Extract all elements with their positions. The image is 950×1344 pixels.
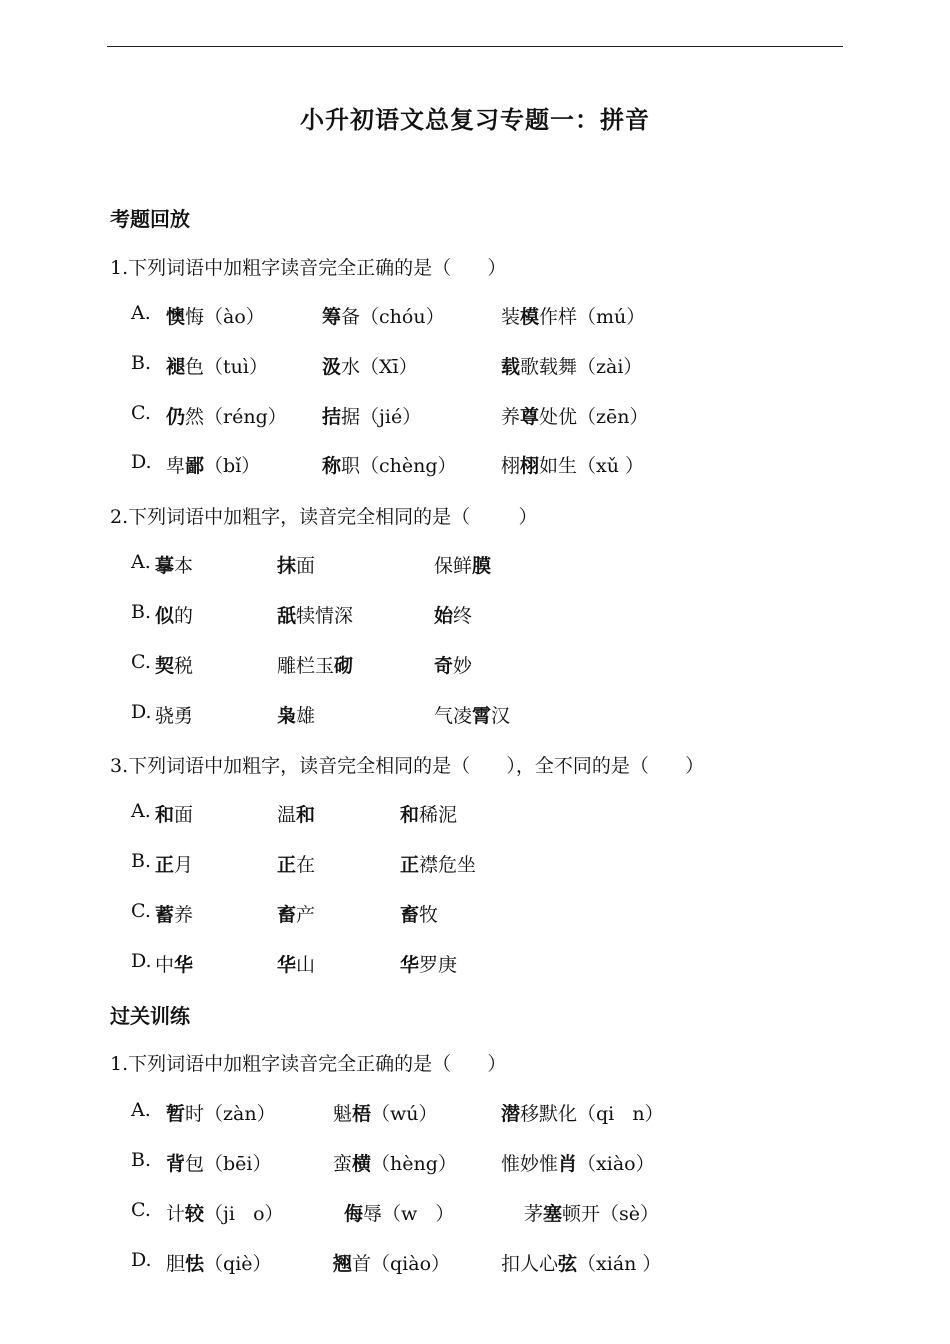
word-item xyxy=(166,1099,276,1126)
bold-character: 膜 xyxy=(472,555,492,577)
word-item xyxy=(166,402,287,429)
bold-character: 蓄 xyxy=(155,904,175,926)
word-item xyxy=(333,1249,450,1276)
word-text: 雕栏玉 xyxy=(277,655,335,677)
bold-character: 载 xyxy=(501,356,521,378)
bold-character: 汲 xyxy=(322,356,342,378)
word-item xyxy=(155,601,193,628)
word-item xyxy=(344,1199,454,1226)
option-row-c xyxy=(0,900,950,930)
word-text: 温 xyxy=(277,804,297,826)
bold-character: 砌 xyxy=(334,655,354,677)
word-text: 栩 xyxy=(501,455,521,477)
bold-character: 畜 xyxy=(400,904,420,926)
option-row-b xyxy=(0,1149,950,1179)
word-text: 备（chóu） xyxy=(341,306,445,328)
word-text: 首（qiào） xyxy=(352,1253,451,1275)
option-label: D. xyxy=(131,1249,152,1271)
word-text: 的 xyxy=(174,605,194,627)
option-row-a xyxy=(0,1099,950,1129)
word-text: 胆 xyxy=(166,1253,186,1275)
word-text: 歌载舞（zài） xyxy=(520,356,643,378)
word-text: 据（jié） xyxy=(341,406,422,428)
option-row-a xyxy=(0,551,950,581)
bold-character: 模 xyxy=(520,306,540,328)
word-item xyxy=(155,950,193,977)
word-text: 职（chèng） xyxy=(341,455,457,477)
word-item xyxy=(501,1149,655,1176)
option-row-b xyxy=(0,850,950,880)
word-text: 在 xyxy=(296,854,316,876)
word-text: 魁 xyxy=(333,1103,353,1125)
section-heading-training: 过关训练 xyxy=(110,1004,190,1028)
word-text: 卑 xyxy=(166,455,186,477)
option-row-b xyxy=(0,601,950,631)
word-item xyxy=(333,1149,457,1176)
word-text: 时（zàn） xyxy=(185,1103,276,1125)
word-text: 牧 xyxy=(419,904,439,926)
word-text: 保鲜 xyxy=(434,555,473,577)
bold-character: 拮 xyxy=(322,406,342,428)
word-text: （ji o） xyxy=(204,1203,284,1225)
bold-character: 华 xyxy=(277,954,297,976)
question-stem: 1.下列词语中加粗字读音完全正确的是（ ） xyxy=(110,257,507,279)
bold-character: 华 xyxy=(400,954,420,976)
word-text: 犊情深 xyxy=(296,605,354,627)
option-label: D. xyxy=(131,950,152,972)
word-item xyxy=(333,1099,438,1126)
word-text: 雄 xyxy=(296,705,316,727)
word-item xyxy=(501,302,645,329)
page-title: 小升初语文总复习专题一：拼音 xyxy=(300,106,650,134)
option-label: D. xyxy=(131,451,152,473)
word-item xyxy=(155,701,193,728)
bold-character: 较 xyxy=(185,1203,205,1225)
bold-character: 契 xyxy=(155,655,175,677)
bold-character: 和 xyxy=(155,804,175,826)
bold-character: 舐 xyxy=(277,605,297,627)
word-item xyxy=(524,1199,659,1226)
question-stem: 1.下列词语中加粗字读音完全正确的是（ ） xyxy=(110,1053,507,1075)
bold-character: 潜 xyxy=(501,1103,521,1125)
word-item xyxy=(322,451,457,478)
word-text: 水（Xī） xyxy=(341,356,418,378)
bold-character: 霄 xyxy=(472,705,492,727)
section-heading-review: 考题回放 xyxy=(110,207,190,231)
top-rule xyxy=(107,46,843,47)
word-item xyxy=(400,900,438,927)
option-label: C. xyxy=(131,1199,151,1221)
bold-character: 正 xyxy=(277,854,297,876)
word-item xyxy=(434,701,510,728)
word-item xyxy=(277,900,315,927)
bold-character: 似 xyxy=(155,605,175,627)
word-text: 顿开（sè） xyxy=(562,1203,660,1225)
option-label: A. xyxy=(131,800,151,822)
word-text: 稀泥 xyxy=(419,804,458,826)
option-row-d xyxy=(0,1249,950,1279)
bold-character: 抹 xyxy=(277,555,297,577)
word-text: 骁勇 xyxy=(155,705,194,727)
word-item xyxy=(277,601,353,628)
option-row-b xyxy=(0,352,950,382)
word-item xyxy=(277,950,315,977)
word-text: 如生（xǔ ） xyxy=(539,455,645,477)
bold-character: 枭 xyxy=(277,705,297,727)
word-text: 扣人心 xyxy=(501,1253,559,1275)
word-item xyxy=(400,800,457,827)
word-text: 装 xyxy=(501,306,521,328)
option-label: B. xyxy=(131,1149,152,1171)
bold-character: 弦 xyxy=(558,1253,578,1275)
bold-character: 畜 xyxy=(277,904,297,926)
word-text: （qiè） xyxy=(204,1253,272,1275)
word-text: 辱（w ） xyxy=(363,1203,455,1225)
option-label: A. xyxy=(131,551,151,573)
bold-character: 奇 xyxy=(434,655,454,677)
word-item xyxy=(400,850,476,877)
option-row-a xyxy=(0,302,950,332)
word-text: 面 xyxy=(174,804,194,826)
word-item xyxy=(155,551,193,578)
bold-character: 翘 xyxy=(333,1253,353,1275)
question-stem: 2.下列词语中加粗字，读音完全相同的是（ ） xyxy=(110,506,538,528)
bold-character: 塞 xyxy=(543,1203,563,1225)
option-label: C. xyxy=(131,402,151,424)
bold-character: 和 xyxy=(400,804,420,826)
bold-character: 懊 xyxy=(166,306,186,328)
option-row-d xyxy=(0,701,950,731)
word-item xyxy=(166,1199,284,1226)
option-label: D. xyxy=(131,701,152,723)
word-text: 妙 xyxy=(453,655,473,677)
bold-character: 摹 xyxy=(155,555,175,577)
bold-character: 正 xyxy=(400,854,420,876)
word-item xyxy=(400,950,457,977)
bold-character: 始 xyxy=(434,605,454,627)
bold-character: 褪 xyxy=(166,356,186,378)
option-label: C. xyxy=(131,651,151,673)
word-text: 气凌 xyxy=(434,705,473,727)
word-text: 襟危坐 xyxy=(419,854,477,876)
word-item xyxy=(501,1099,664,1126)
option-label: B. xyxy=(131,601,152,623)
word-text: 养 xyxy=(501,406,521,428)
word-text: 然（réng） xyxy=(185,406,287,428)
bold-character: 正 xyxy=(155,854,175,876)
word-text: （xián ） xyxy=(577,1253,662,1275)
word-item xyxy=(155,850,193,877)
bold-character: 栩 xyxy=(520,455,540,477)
word-text: 惟妙惟 xyxy=(501,1153,559,1175)
word-item xyxy=(322,302,445,329)
word-text: 作样（mú） xyxy=(539,306,646,328)
word-item xyxy=(166,451,260,478)
word-text: （wú） xyxy=(371,1103,438,1125)
word-item xyxy=(277,850,315,877)
word-item xyxy=(155,900,193,927)
word-item xyxy=(166,1249,272,1276)
bold-character: 梧 xyxy=(352,1103,372,1125)
bold-character: 横 xyxy=(352,1153,372,1175)
option-row-a xyxy=(0,800,950,830)
word-item xyxy=(277,651,353,678)
option-row-c xyxy=(0,1199,950,1229)
word-text: 中 xyxy=(155,954,175,976)
bold-character: 和 xyxy=(296,804,316,826)
question-stem: 3.下列词语中加粗字，读音完全相同的是（ ），全不同的是（ ） xyxy=(110,755,705,777)
word-text: 产 xyxy=(296,904,316,926)
bold-character: 尊 xyxy=(520,406,540,428)
word-text: 山 xyxy=(296,954,316,976)
word-item xyxy=(277,701,315,728)
word-text: 蛮 xyxy=(333,1153,353,1175)
option-label: A. xyxy=(131,1099,151,1121)
word-text: 包（bēi） xyxy=(185,1153,272,1175)
bold-character: 华 xyxy=(174,954,194,976)
word-item xyxy=(166,302,265,329)
word-text: 计 xyxy=(166,1203,186,1225)
word-text: 月 xyxy=(174,854,194,876)
option-label: A. xyxy=(131,302,151,324)
word-text: 本 xyxy=(174,555,194,577)
bold-character: 筹 xyxy=(322,306,342,328)
word-text: 税 xyxy=(174,655,194,677)
word-text: （hèng） xyxy=(371,1153,457,1175)
bold-character: 肖 xyxy=(558,1153,578,1175)
option-row-c xyxy=(0,651,950,681)
bold-character: 侮 xyxy=(344,1203,364,1225)
word-text: 汉 xyxy=(491,705,511,727)
word-text: 移默化（qi n） xyxy=(520,1103,664,1125)
bold-character: 仍 xyxy=(166,406,186,428)
word-item xyxy=(322,402,421,429)
word-text: 养 xyxy=(174,904,194,926)
option-label: C. xyxy=(131,900,151,922)
word-text: 面 xyxy=(296,555,316,577)
option-row-d xyxy=(0,950,950,980)
word-text: 悔（ào） xyxy=(185,306,265,328)
word-item xyxy=(434,601,472,628)
bold-character: 暂 xyxy=(166,1103,186,1125)
bold-character: 怯 xyxy=(185,1253,205,1275)
word-text: 终 xyxy=(453,605,473,627)
word-item xyxy=(166,1149,272,1176)
word-item xyxy=(322,352,418,379)
option-row-d xyxy=(0,451,950,481)
word-item xyxy=(277,800,315,827)
word-item xyxy=(155,800,193,827)
word-item xyxy=(155,651,193,678)
bold-character: 称 xyxy=(322,455,342,477)
word-text: （bǐ） xyxy=(204,455,261,477)
option-label: B. xyxy=(131,352,152,374)
bold-character: 背 xyxy=(166,1153,186,1175)
word-text: 罗庚 xyxy=(419,954,458,976)
word-item xyxy=(277,551,315,578)
option-label: B. xyxy=(131,850,152,872)
bold-character: 鄙 xyxy=(185,455,205,477)
word-item xyxy=(434,651,472,678)
word-item xyxy=(434,551,491,578)
word-item xyxy=(166,352,268,379)
word-text: 茅 xyxy=(524,1203,544,1225)
word-item xyxy=(501,402,649,429)
option-row-c xyxy=(0,402,950,432)
word-item xyxy=(501,352,642,379)
word-text: 色（tuì） xyxy=(185,356,268,378)
word-text: （xiào） xyxy=(577,1153,655,1175)
word-text: 处优（zēn） xyxy=(539,406,649,428)
word-item xyxy=(501,451,644,478)
word-item xyxy=(501,1249,661,1276)
